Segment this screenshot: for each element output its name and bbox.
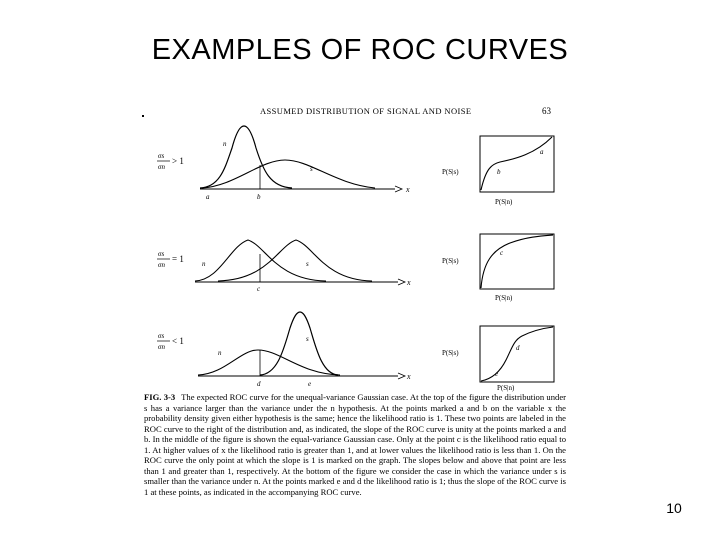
panel-2-roc-x-label: P(S|n) [495,294,513,302]
panel-3 [157,312,554,392]
speck [142,115,144,117]
panel-1-roc-x-label: P(S|n) [495,198,513,206]
panel-1-roc-curve [481,137,552,190]
slide-title: EXAMPLES OF ROC CURVES [151,34,569,66]
panel-3-roc-y-label: P(S|s) [442,349,459,357]
panel-2-roc-point-c: c [500,249,504,257]
panel-2-point-c: c [257,285,261,293]
panel-1-roc-point-b: b [497,168,501,176]
panel-1-roc-y-label: P(S|s) [442,168,459,176]
figure-caption-label: FIG. 3-3 [144,392,176,402]
figure-caption-text: The expected ROC curve for the unequal-variance Gaussian case. At the top of the figure the distribution under s has a variance larger than the variance under the n hypothesis. At the points marked a and b on the variable x the probability density given either hypothesis is the same; hence the likelihood ratio is 1. These two points are labeled in the ROC curve to the right of the distribution and, as indicated, the slope of the ROC curve is unity at the points marked a and b. In the middle of the figure is shown the equal-variance Gaussian case. Only at the point c is the likelihood ratio equal to 1. At higher values of x the likelihood ratio is greater than 1, and at lower values the likelihood ratio is less than 1. On the ROC curve the only point at which the slope is 1 is marked on the graph. The slopes below and above that point are less than 1 and greater than 1, respectively. At the bottom of the figure we consider the case in which the variance under s is smaller than the variance under n. At the points marked e and d the likelihood ratio is 1; thus the slope of the ROC curve is 1 at these points, as indicated in the accompanying ROC curve. [144,392,566,497]
panel-1-ratio-den: σn [158,163,165,171]
panel-3-roc-x-label: P(S|n) [497,384,515,392]
panel-3-signal-label: s [306,335,309,343]
slide-number: 10 [666,500,682,516]
panel-3-roc-point-e: e [495,370,499,378]
panel-2-ratio-rel: = 1 [172,254,184,264]
panel-2-roc-box [480,234,554,289]
panel-3-roc-box [480,326,554,382]
page-header-number: 63 [542,106,551,116]
panel-1-roc-point-a: a [540,148,544,156]
panel-2-roc-y-label: P(S|s) [442,257,459,265]
panel-3-point-e: e [308,380,312,388]
panel-1-noise-curve [200,126,292,188]
panel-1-axis-label: x [406,185,410,194]
panel-3-ratio-num: σs [158,332,165,340]
panel-1-signal-label: s [310,165,313,173]
panel-2-signal-label: s [306,260,309,268]
panel-1-ratio-rel: > 1 [172,156,184,166]
panel-2-ratio-den: σn [158,261,165,269]
panel-3-axis-label: x [407,372,411,381]
panel-1-ratio-num: σs [158,152,165,160]
panel-1-point-a: a [206,193,210,201]
panel-2-roc-curve [481,235,553,288]
panel-3-ratio-den: σn [158,343,165,351]
panel-2-axis-label: x [407,278,411,287]
panel-3-ratio-rel: < 1 [172,336,184,346]
page-header-text: ASSUMED DISTRIBUTION OF SIGNAL AND NOISE [260,106,472,116]
panel-3-noise-label: n [218,349,222,357]
panel-1-noise-label: n [223,140,227,148]
panel-3-roc-point-d: d [516,344,520,352]
panel-2 [157,234,554,302]
roc-figure-svg [140,98,580,398]
panel-3-point-d: d [257,380,261,388]
panel-1-signal-curve [202,160,375,188]
panel-1-point-b: b [257,193,261,201]
panel-3-roc-curve [481,327,553,381]
panel-2-noise-label: n [202,260,206,268]
panel-1 [157,126,554,206]
panel-2-ratio-num: σs [158,250,165,258]
figure-caption [144,392,566,497]
